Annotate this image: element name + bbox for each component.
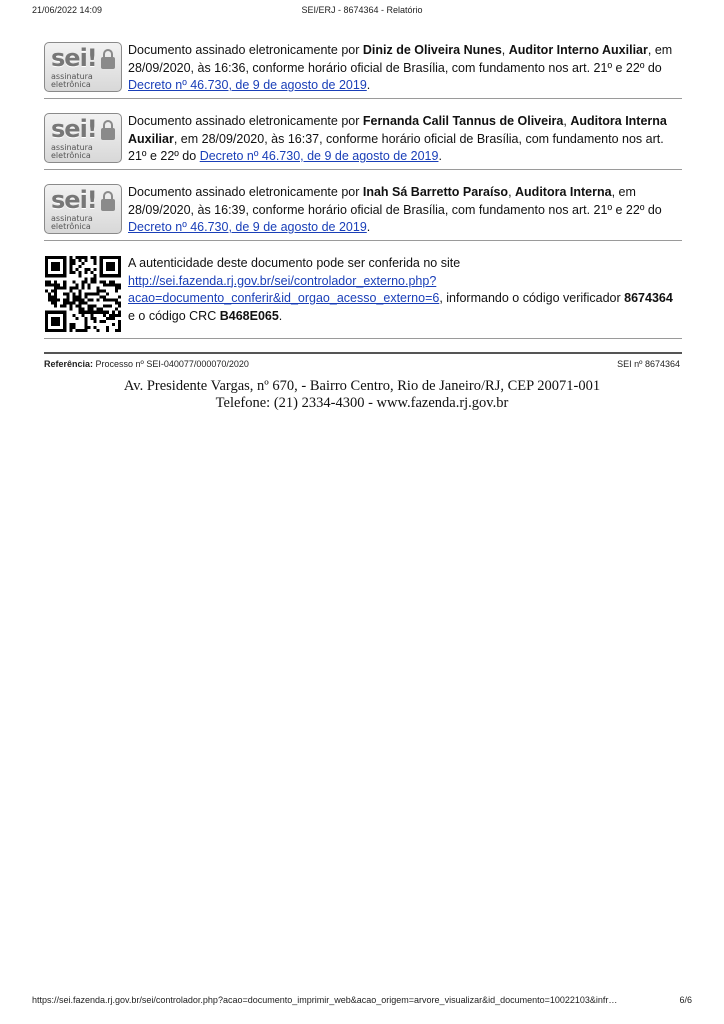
signer-name: Inah Sá Barretto Paraíso bbox=[362, 185, 509, 199]
address-line: Av. Presidente Vargas, nº 670, - Bairro Centro, Rio de Janeiro/RJ, CEP 20071-001 bbox=[123, 378, 601, 394]
page-number: 6/6 bbox=[679, 995, 692, 1005]
signature-block bbox=[44, 180, 682, 241]
sei-number: SEI nº 8674364 bbox=[617, 359, 680, 369]
signer-role: Auditora Interna bbox=[515, 185, 612, 199]
seal-caption: assinatura eletrônica bbox=[51, 72, 93, 89]
print-datetime: 21/06/2022 14:09 bbox=[32, 5, 103, 15]
seal-caption: assinatura eletrônica bbox=[51, 214, 93, 231]
seal-caption: assinatura eletrônica bbox=[51, 143, 93, 160]
qr-code-icon bbox=[44, 255, 122, 333]
signature-text: Documento assinado eletronicamente por Inah Sá Barretto Paraíso, Auditora Interna, em 28/09/2020, às 16:39, conforme horário oficial de Brasília, com fundamento nos art. 21º e 22º do Decreto nº 46.730, de 9 de agosto de 2019. bbox=[128, 185, 662, 234]
address-block bbox=[0, 378, 724, 412]
print-url: https://sei.fazenda.rj.gov.br/sei/controlador.php?acao=documento_imprimir_web&acao_origem=arvore_visualizar&id_documento=10022103&infr… bbox=[32, 995, 618, 1005]
signature-block bbox=[44, 109, 682, 170]
document-content bbox=[44, 38, 682, 339]
sei-seal-icon bbox=[44, 184, 122, 234]
signature-block bbox=[44, 38, 682, 99]
print-header bbox=[0, 5, 724, 19]
verification-link[interactable]: http://sei.fazenda.rj.gov.br/sei/controlador_externo.php? acao=documento_conferir&id_orgao_acesso_externo=6 bbox=[128, 273, 440, 305]
crc-code: B468E065 bbox=[219, 308, 279, 323]
signature-text: Documento assinado eletronicamente por Fernanda Calil Tannus de Oliveira, Auditora Interna Auxiliar, em 28/09/2020, às 16:37, conforme horário oficial de Brasília, com fundamento nos art. 21º e 22º do Decreto nº 46.730, de 9 de agosto de 2019. bbox=[128, 114, 667, 163]
lock-icon bbox=[101, 128, 115, 140]
phone-line: Telefone: (21) 2334-4300 - www.fazenda.rj.gov.br bbox=[215, 395, 509, 411]
reference-process: Processo nº SEI-040077/000070/2020 bbox=[93, 359, 249, 369]
signer-role: Auditor Interno Auxiliar bbox=[508, 43, 648, 57]
print-title: SEI/ERJ - 8674364 - Relatório bbox=[301, 5, 423, 15]
verification-block bbox=[44, 251, 682, 339]
signer-role: Auditora Interna Auxiliar bbox=[128, 114, 667, 146]
signer-name: Diniz de Oliveira Nunes bbox=[362, 43, 502, 57]
verification-code: 8674364 bbox=[624, 291, 673, 305]
decree-link[interactable]: Decreto nº 46.730, de 9 de agosto de 2019 bbox=[128, 220, 367, 234]
seal-brand: sei! bbox=[51, 186, 97, 214]
seal-brand: sei! bbox=[51, 44, 97, 72]
lock-icon bbox=[101, 57, 115, 69]
decree-link[interactable]: Decreto nº 46.730, de 9 de agosto de 2019 bbox=[128, 78, 367, 92]
sei-seal-icon bbox=[44, 42, 122, 92]
signer-name: Fernanda Calil Tannus de Oliveira bbox=[362, 114, 564, 128]
sei-seal-icon bbox=[44, 113, 122, 163]
signature-text: Documento assinado eletronicamente por Diniz de Oliveira Nunes, Auditor Interno Auxiliar, em 28/09/2020, às 16:36, conforme horário oficial de Brasília, com fundamento nos art. 21º e 22º do Decreto nº 46.730, de 9 de agosto de 2019. bbox=[128, 43, 673, 92]
verification-text: A autenticidade deste documento pode ser conferida no site http://sei.fazenda.rj.gov.br/sei/controlador_externo.php? acao=documento_conferir&id_orgao_acesso_externo=6, informando o código verificador 8674364 e o código CRC B468E065. bbox=[128, 256, 673, 323]
decree-link[interactable]: Decreto nº 46.730, de 9 de agosto de 2019 bbox=[199, 149, 439, 163]
reference-label: Referência: bbox=[44, 359, 94, 369]
lock-icon bbox=[101, 199, 115, 211]
reference-row bbox=[44, 352, 682, 369]
seal-brand: sei! bbox=[51, 115, 97, 143]
